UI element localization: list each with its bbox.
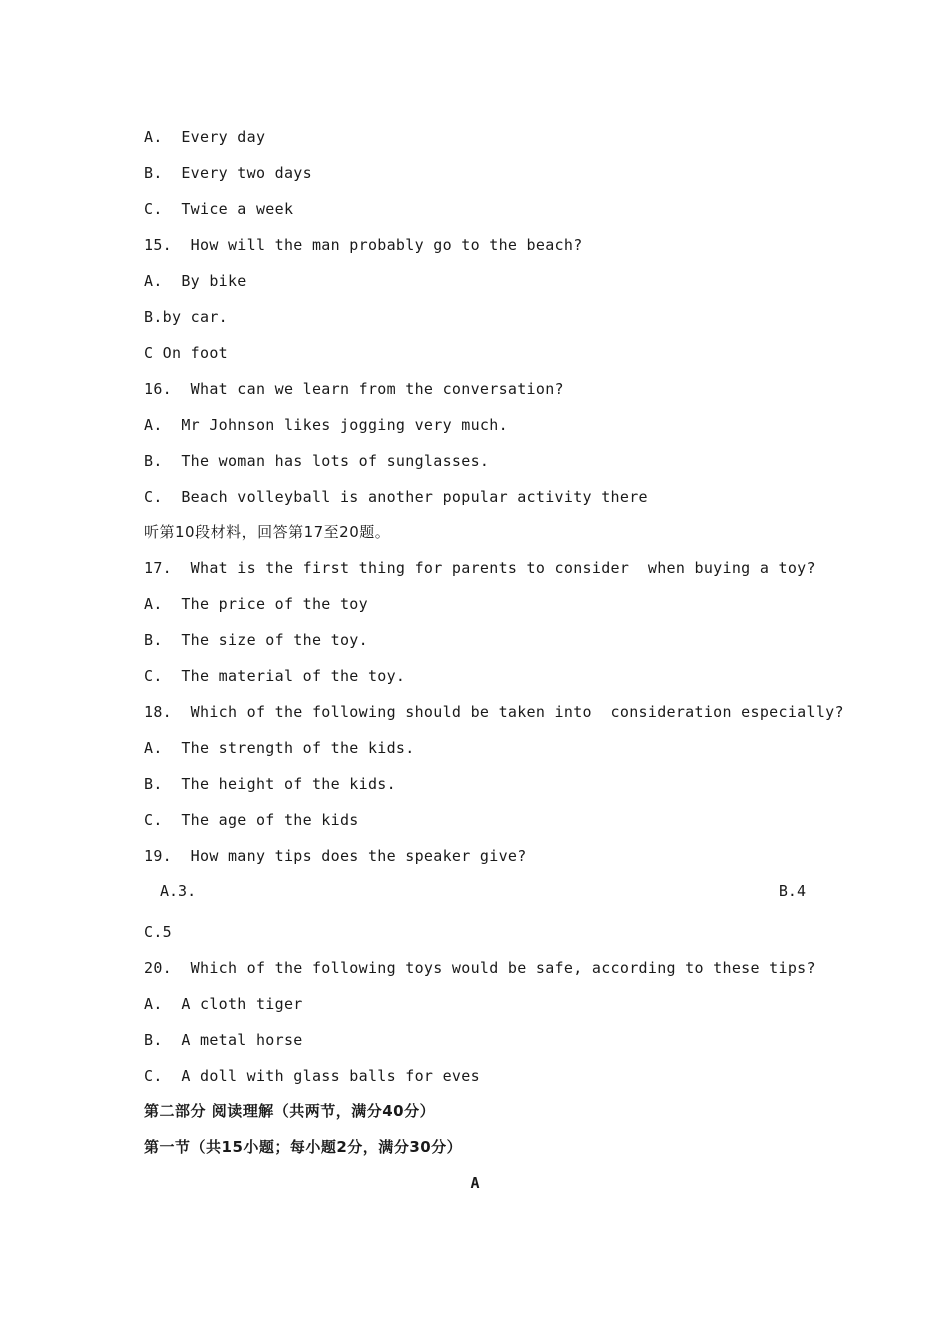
q20-question: 20. Which of the following toys would be safe, according to these tips?: [144, 959, 816, 977]
q16-option-b: B. The woman has lots of sunglasses.: [144, 452, 490, 470]
q18-option-b: B. The height of the kids.: [144, 775, 396, 793]
q18-option-c: C. The age of the kids: [144, 811, 359, 829]
q14-option-b: B. Every two days: [144, 164, 312, 182]
q17-option-a: A. The price of the toy: [144, 595, 368, 613]
part2-heading: 第二部分 阅读理解（共两节，满分40分）: [144, 1102, 436, 1120]
q16-question: 16. What can we learn from the conversation?: [144, 380, 564, 398]
q20-option-b: B. A metal horse: [144, 1031, 303, 1049]
section10-instruction: 听第10段材料，回答第17至20题。: [144, 523, 391, 541]
q17-option-c: C. The material of the toy.: [144, 667, 406, 685]
q18-option-a: A. The strength of the kids.: [144, 739, 415, 757]
q20-option-a: A. A cloth tiger: [144, 995, 303, 1013]
q14-option-a: A. Every day: [144, 128, 266, 146]
q15-question: 15. How will the man probably go to the beach?: [144, 236, 583, 254]
q19-option-b: B.4: [778, 882, 806, 900]
section1-heading: 第一节（共15小题；每小题2分，满分30分）: [144, 1138, 463, 1156]
q16-option-c: C. Beach volleyball is another popular activity there: [144, 488, 648, 506]
q19-options-row: [160, 881, 806, 901]
q15-option-b: B.by car.: [144, 308, 228, 326]
passage-label: A: [470, 1174, 480, 1192]
q16-option-a: A. Mr Johnson likes jogging very much.: [144, 416, 508, 434]
q19-option-c: C.5: [144, 923, 172, 941]
q15-option-c: C On foot: [144, 344, 228, 362]
q14-option-c: C. Twice a week: [144, 200, 294, 218]
q15-option-a: A. By bike: [144, 272, 247, 290]
q20-option-c: C. A doll with glass balls for eves: [144, 1067, 480, 1085]
q18-question: 18. Which of the following should be taken into consideration especially?: [144, 703, 844, 721]
q19-option-a: A.3.: [160, 882, 197, 900]
q17-question: 17. What is the first thing for parents to consider when buying a toy?: [144, 559, 816, 577]
q17-option-b: B. The size of the toy.: [144, 631, 368, 649]
q19-question: 19. How many tips does the speaker give?: [144, 847, 527, 865]
